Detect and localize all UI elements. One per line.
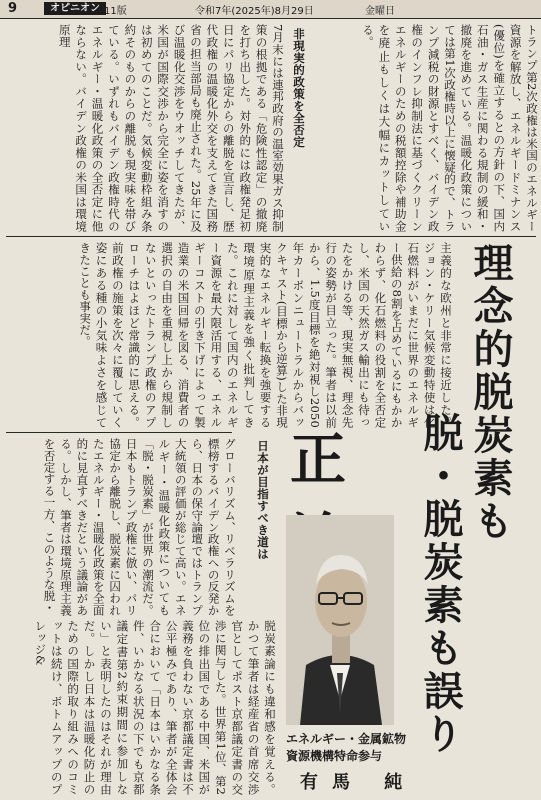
weekday: 金曜日 — [365, 6, 395, 17]
page-header — [0, 0, 541, 19]
byline-name: 有馬 純 — [300, 772, 417, 793]
issue-date: 令和7年(2025年)8月29日 — [195, 6, 314, 17]
headline-line-2: 脱・脱炭素も誤り — [417, 412, 464, 756]
author-photo — [286, 515, 394, 725]
column-divider — [6, 432, 232, 433]
author-portrait-image — [286, 515, 394, 725]
kicker-text: 日本が目指すべき道は — [256, 440, 270, 560]
article-column-4: グローバリズム、リベラリズムを標榜するバイデン政権への反発から、日本の保守論壇ではトランプ大統領の評価が総じて高い。エネルギー・温暖化政策についても「脱・脱炭素」が世界の潮流だ。日本もトランプ政権に倣い、パリ協定から離脱し、脱炭素に囚われたエネルギー・温暖化政策を全面的に見直すべきだという議論がある。しかし、筆者は環境原理主義を否定する一方、このような脱・ — [42, 438, 237, 616]
article-column-2: 7月末には連邦政府の温室効果ガス抑制策の根拠である「危険性認定」の撤廃を打ち出した。対外的には政権発足初日にパリ協定からの離脱を宣言し、歴代政権の温暖化外交を支えてきた国務省の担当部局も廃止された。25年に及び温暖化交渉をウオッチしてきたが、米国が国際交渉から完全に姿を消すのは初めてのことだ。気候変動枠組み条約そのものからの離脱も現実味を帯びている。いずれもバイデン政権時代のエネルギー・温暖化政策の全否定に他ならない。バイデン政権の米国は環境原理 — [57, 24, 285, 232]
article-column-3: 主義的な欧州と非常に接近した。ジョン・ケリー気候変動特使は化石燃料がいまだに世界のエネルギー供給の8割を占めているにもかかわらず、化石燃料の役割を全否定し、米国の天然ガス輸出にも待ったをかける等、現実無視、理念先行の姿勢が目立った。筆者は以前から、1.5度目標を絶対視し2050年カーボンニュートラルからバックキャスト(目標から逆算)した非現実的なエネルギー転換を強要する環境原理主義を強く批判してきた。これに対して国内のエネルギー資源を最大限活用する、エネルギーコストの引き下げによって製造業の米国回帰を図る、消費者の選択の自由を重視し上から規制しないといったトランプ政権のアプローチはよほど常識的に思える。前政権の施策を次々に覆していく姿にある種の小気味よさを感じてきたことも事実だ。 — [78, 242, 453, 428]
byline-title-1: エネルギー・金属鉱物 — [286, 732, 407, 746]
column-divider — [6, 236, 536, 237]
subhead-policy-negation: 非現実的政策を全否定 — [292, 28, 306, 148]
page-number: 9 — [8, 1, 18, 16]
article-column-1: トランプ第2次政権は米国のエネルギー資源を解放し、エネルギードミナンス(優位)を確立するとの方針の下、国内石油・ガス生産に関わる規制の緩和・撤廃を進めている。温暖化政策については第1次政権時以上に懐疑的で、トランプ減税の財源とすべく、バイデン政権のインフレ抑制法に基づくクリーンエネルギーのための税額控除や補助金を廃止もしくは大幅にカットしている。 — [360, 24, 539, 232]
headline-line-1: 理念的脱炭素も — [467, 242, 514, 543]
article-column-5-visible: 脱炭素論にも違和感を覚える。かつて筆者は経産省の首席交渉官としてポスト京都議定書の交渉に関与した。世界第1位、第2位の排出国である中国、米国が義務を負わない京都議定書は不公平極みであり、筆者が全体会合において「日本はいかなる条件、いかなる状況の下でも京都議定書第2約束期間に参加しない」と表明したのはそれが理由だ。しかし日本は温暖化防止のための国際的取り組みへのコミットは続け、ボトムアップのプレッジ& — [33, 620, 277, 795]
section-label: オピニオン — [44, 2, 106, 15]
byline-title-2: 資源機構特命参与 — [286, 749, 383, 763]
column-logo: 正 — [290, 427, 358, 493]
edition-label: 11版 — [104, 6, 127, 17]
